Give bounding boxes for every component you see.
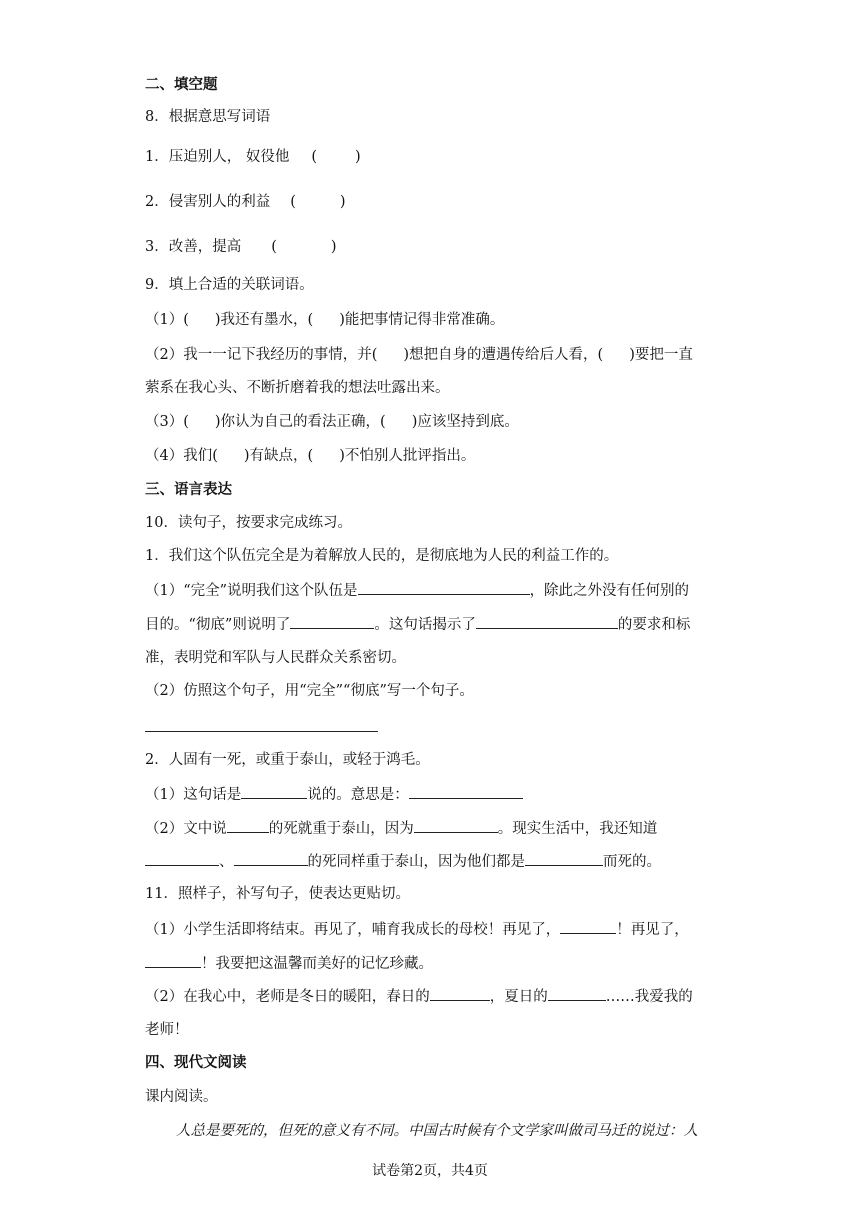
page-footer: 试卷第2页，共4页 bbox=[372, 1163, 488, 1179]
q9-part-3: （3）( )你认为自己的看法正确，( )应该坚持到底。 bbox=[145, 414, 519, 430]
q11-part-1: （1）小学生活即将结束。再见了，哺育我成长的母校！再见了， ！再见了， bbox=[145, 919, 689, 940]
section-4-title: 四、现代文阅读 bbox=[145, 1055, 247, 1071]
q10-s1-part-1: （1）“完全”说明我们这个队伍是 ，除此之外没有任何别的 bbox=[145, 580, 689, 601]
answer-blank[interactable] bbox=[409, 784, 523, 799]
q8-item-1: 1．压迫别人， 奴役他 ( ) bbox=[145, 149, 361, 165]
answer-blank[interactable] bbox=[414, 818, 498, 833]
q8-title: 8．根据意思写词语 bbox=[145, 109, 271, 125]
q9-part-2-cont: 萦系在我心头、不断折磨着我的想法吐露出来。 bbox=[145, 380, 450, 396]
answer-blank[interactable] bbox=[145, 851, 219, 866]
answer-blank[interactable] bbox=[145, 953, 201, 968]
reading-passage: 人总是要死的，但死的意义有不同。中国古时候有个文学家叫做司马迁的说过：人 bbox=[176, 1123, 698, 1139]
q9-part-1: （1）( )我还有墨水，( )能把事情记得非常准确。 bbox=[145, 312, 505, 328]
q9-part-2: （2）我一一记下我经历的事情，并( )想把自身的遭遇传给后人看，( )要把一直 bbox=[145, 347, 693, 363]
answer-blank[interactable] bbox=[430, 986, 490, 1001]
q10-sentence-1: 1．我们这个队伍完全是为着解放人民的，是彻底地为人民的利益工作的。 bbox=[145, 548, 619, 564]
q11-part-2: （2）在我心中，老师是冬日的暖阳，春日的 ，夏日的 ……我爱我的 bbox=[145, 986, 693, 1007]
q10-s2-part-2: （2）文中说 的死就重于泰山，因为 。现实生活中，我还知道 bbox=[145, 818, 657, 839]
answer-blank[interactable] bbox=[227, 818, 269, 833]
section-2-title: 二、填空题 bbox=[145, 77, 218, 93]
q8-item-3: 3．改善，提高 ( ) bbox=[145, 239, 337, 255]
q10-sentence-2: 2．人固有一死，或重于泰山，或轻于鸿毛。 bbox=[145, 752, 430, 768]
q10-s1-part-2: （2）仿照这个句子，用“完全”“彻底”写一个句子。 bbox=[145, 683, 474, 699]
answer-blank[interactable] bbox=[241, 784, 307, 799]
answer-blank[interactable] bbox=[525, 851, 603, 866]
answer-line[interactable] bbox=[145, 731, 378, 732]
q10-s2-part-1: （1）这句话是 说的。意思是： bbox=[145, 784, 523, 805]
q11-title: 11．照样子，补写句子，使表达更贴切。 bbox=[145, 886, 410, 902]
q11-part-2-cont: 老师！ bbox=[145, 1022, 189, 1038]
q10-s1-part-1-end: 准，表明党和军队与人民群众关系密切。 bbox=[145, 650, 406, 666]
q8-item-2: 2．侵害别人的利益 ( ) bbox=[145, 194, 346, 210]
section-3-title: 三、语言表达 bbox=[145, 482, 232, 498]
answer-blank[interactable] bbox=[548, 986, 606, 1001]
q9-part-4: （4）我们( )有缺点，( )不怕别人批评指出。 bbox=[145, 448, 476, 464]
answer-blank[interactable] bbox=[358, 580, 530, 595]
answer-blank[interactable] bbox=[290, 614, 374, 629]
answer-blank[interactable] bbox=[476, 614, 618, 629]
reading-intro: 课内阅读。 bbox=[145, 1089, 218, 1105]
q11-part-1-cont: ！我要把这温馨而美好的记忆珍藏。 bbox=[145, 953, 433, 974]
q10-s2-part-2-cont: 、 的死同样重于泰山，因为他们都是 而死的。 bbox=[145, 851, 661, 872]
answer-blank[interactable] bbox=[234, 851, 308, 866]
answer-blank[interactable] bbox=[560, 919, 616, 934]
q10-s1-part-1-cont: 目的。“彻底”则说明了 。这句话揭示了 的要求和标 bbox=[145, 614, 690, 635]
q9-title: 9．填上合适的关联词语。 bbox=[145, 277, 314, 293]
q10-title: 10．读句子，按要求完成练习。 bbox=[145, 515, 352, 531]
